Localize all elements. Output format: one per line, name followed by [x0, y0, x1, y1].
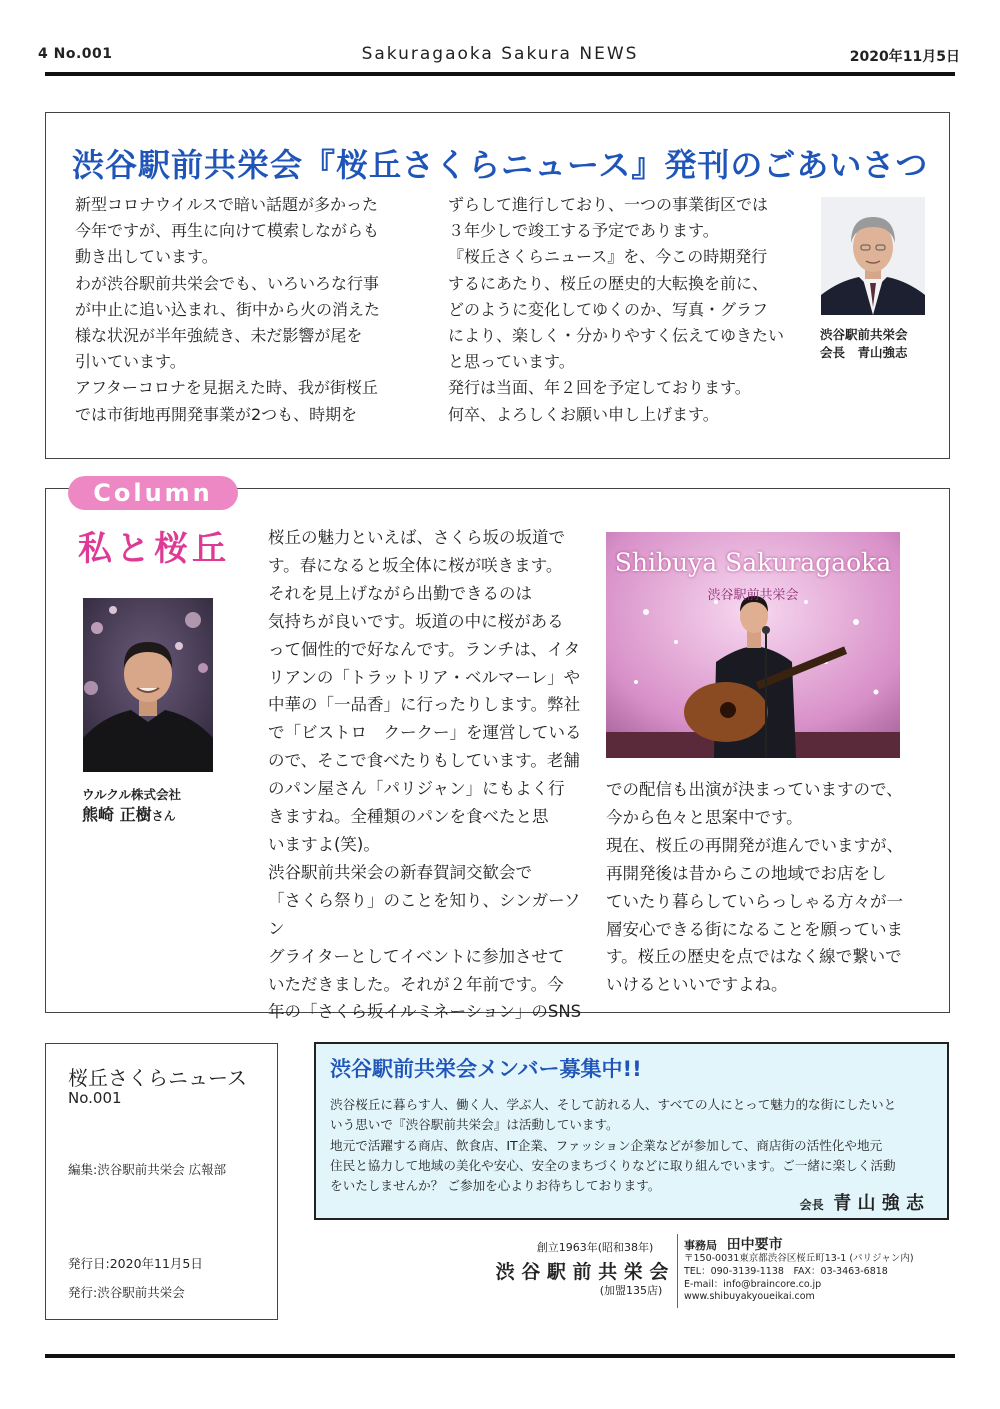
- text-line: 引いています。: [75, 352, 186, 372]
- text-line: す。春になると坂全体に桜が咲きます。: [268, 555, 563, 575]
- text-line: いただきました。それが２年前です。今: [268, 974, 564, 994]
- caption-org: 渋谷駅前共栄会: [820, 327, 908, 342]
- org-members: (加盟135店): [599, 1284, 663, 1297]
- office-email: E-mail：info@braincore.co.jp: [684, 1278, 822, 1290]
- text-line: ので、そこで食べたりもしています。老舗: [268, 751, 580, 771]
- text-line: 今から色々と思案中です。: [606, 807, 803, 827]
- colophon-issued: 発行日:2020年11月5日: [68, 1256, 203, 1271]
- colophon-title: 桜丘さくらニュース: [68, 1066, 247, 1090]
- text-line: って個性的で好なんです。ランチは、イタ: [268, 639, 581, 659]
- text-line: と思っています。: [448, 352, 575, 372]
- text-line: が中止に追い込まれ、街中から火の消えた: [75, 299, 380, 319]
- text-line: するにあたり、桜丘の歴史的大転換を前に、: [448, 273, 769, 293]
- greeting-right-column: [448, 192, 798, 428]
- office-contact: [684, 1253, 944, 1304]
- text-line: ずらして進行しており、一つの事業街区では: [448, 195, 769, 214]
- text-line: 桜丘の魅力といえば、さくら坂の坂道で: [268, 528, 565, 547]
- person-company: ウルクル株式会社: [82, 787, 182, 802]
- stage-photo: [606, 532, 900, 758]
- text-line: わが渋谷駅前共栄会でも、いろいろな行事: [75, 273, 380, 293]
- text-line: 住民と協力して地域の美化や安心、安全のまちづくりなどに取り組んでいます。ご一緒に楽しく活動: [330, 1157, 896, 1173]
- colophon-publisher: 発行:渋谷駅前共栄会: [68, 1285, 185, 1300]
- org-divider: [677, 1234, 678, 1308]
- greeting-left-column: [75, 192, 420, 428]
- chairman-photo: [821, 197, 925, 315]
- signature-role: 会長: [799, 1198, 824, 1212]
- text-line: す。桜丘の歴史を点ではなく線で繋いで: [606, 947, 902, 967]
- text-line: アフターコロナを見据えた時、我が街桜丘: [75, 378, 378, 398]
- office-name: 田中要市: [726, 1237, 783, 1253]
- text-line: をいたしませんか？ ご参加を心よりお待ちしております。: [330, 1178, 661, 1194]
- text-line: ていたり暮らしていらっしゃる方々が一: [606, 891, 903, 911]
- page-number: 4 No.001: [38, 46, 113, 62]
- text-line: きますね。全種類のパンを食べたと思: [268, 807, 549, 827]
- recruit-body: [330, 1095, 940, 1196]
- text-line: 渋谷駅前共栄会の新春賀詞交歓会で: [268, 862, 532, 882]
- text-line: いう思いで『渋谷駅前共栄会』は活動しています。: [330, 1117, 619, 1133]
- recruit-signature: [800, 1189, 924, 1215]
- text-line: 気持ちが良いです。坂道の中に桜がある: [268, 611, 564, 631]
- text-line: リアンの「トラットリア・ベルマーレ」や: [268, 667, 581, 687]
- footer-rule: [45, 1354, 955, 1358]
- office-address: 〒150-0031東京都渋谷区桜丘町13-1 (パリジャン内): [684, 1253, 914, 1264]
- person-caption: [82, 786, 232, 827]
- text-line: 地元で活躍する商店、飲食店、IT企業、ファッション企業などが参加して、商店街の活性化や地元: [330, 1137, 883, 1153]
- chairman-caption: [820, 326, 940, 362]
- text-line: いけるといいですよね。: [606, 975, 788, 995]
- person-photo: [83, 598, 213, 772]
- caption-name: 会長 青山強志: [820, 345, 908, 360]
- newsletter-masthead: Sakuragaoka Sakura NEWS: [361, 44, 639, 64]
- text-line: ３年少しで竣工する予定であります。: [448, 221, 719, 241]
- greeting-title: 渋谷駅前共栄会『桜丘さくらニュース』発刊のごあいさつ: [72, 146, 929, 184]
- text-line: 何卒、よろしくお願い申し上げます。: [448, 404, 719, 424]
- org-founded: 創立1963年(昭和38年): [536, 1241, 654, 1254]
- colophon-issue: No.001: [68, 1089, 122, 1107]
- text-line: では市街地再開発事業が2つも、時期を: [75, 404, 358, 424]
- header-rule: [45, 72, 955, 76]
- issue-date: 2020年11月5日: [849, 49, 960, 65]
- person-suffix: さん: [151, 809, 176, 823]
- text-line: 層安心できる街になることを願っていま: [606, 919, 903, 939]
- org-name: 渋 谷 駅 前 共 栄 会: [495, 1261, 669, 1283]
- text-line: 今年ですが、再生に向けて模索しながらも: [75, 221, 380, 241]
- text-line: での配信も出演が決まっていますので、: [606, 780, 903, 799]
- text-line: 『桜丘さくらニュース』を、今この時期発行: [448, 247, 768, 267]
- text-line: 動き出しています。: [75, 247, 218, 267]
- text-line: 年の「さくら坂イルミネーション」のSNS: [268, 1002, 582, 1022]
- office-line: [684, 1234, 783, 1254]
- office-tel: TEL：090-3139-1138 FAX：03-3463-6818: [684, 1265, 888, 1277]
- person-name: 熊崎 正樹: [82, 805, 152, 824]
- column-title: 私と桜丘: [78, 529, 230, 569]
- text-line: のパン屋さん「パリジャン」にもよく行: [268, 779, 565, 799]
- text-line: いますよ(笑)。: [268, 834, 380, 854]
- banner-subtext: 渋谷駅前共栄会: [707, 588, 799, 603]
- text-line: 現在、桜丘の再開発が進んでいますが、: [606, 835, 903, 855]
- office-web: www.shibuyakyoueikai.com: [684, 1291, 815, 1303]
- text-line: それを見上げながら出勤できるのは: [268, 583, 532, 603]
- text-line: 新型コロナウイルスで暗い話題が多かった: [75, 195, 379, 214]
- text-line: 「さくら祭り」のことを知り、シンガーソン: [268, 890, 581, 938]
- text-line: 渋谷桜丘に暮らす人、働く人、学ぶ人、そして訪れる人、すべての人にとって魅力的な街にしたいと: [330, 1097, 897, 1112]
- recruit-title: 渋谷駅前共栄会メンバー募集中!!: [330, 1057, 642, 1081]
- text-line: 発行は当面、年２回を予定しております。: [448, 378, 751, 398]
- text-line: で「ビストロ クークー」を運営している: [268, 723, 582, 743]
- column-middle-text: [268, 524, 588, 1026]
- signature-name: 青 山 強 志: [833, 1193, 924, 1214]
- colophon-editor: 編集:渋谷駅前共栄会 広報部: [68, 1162, 227, 1177]
- office-label: 事務局: [684, 1239, 717, 1252]
- text-line: グライターとしてイベントに参加させて: [268, 946, 565, 966]
- text-line: 再開発後は昔からこの地域でお店をし: [606, 863, 887, 883]
- text-line: 中華の「一品香」に行ったりします。弊社: [268, 695, 581, 715]
- column-tag: Column: [68, 476, 238, 510]
- text-line: 様な状況が半年強続き、未だ影響が尾を: [75, 326, 363, 346]
- text-line: どのように変化してゆくのか、写真・グラフ: [448, 299, 769, 319]
- column-right-text: [606, 776, 926, 999]
- banner-text: Shibuya Sakuragaoka: [614, 548, 892, 577]
- text-line: により、楽しく・分かりやすく伝えてゆきたい: [448, 326, 785, 346]
